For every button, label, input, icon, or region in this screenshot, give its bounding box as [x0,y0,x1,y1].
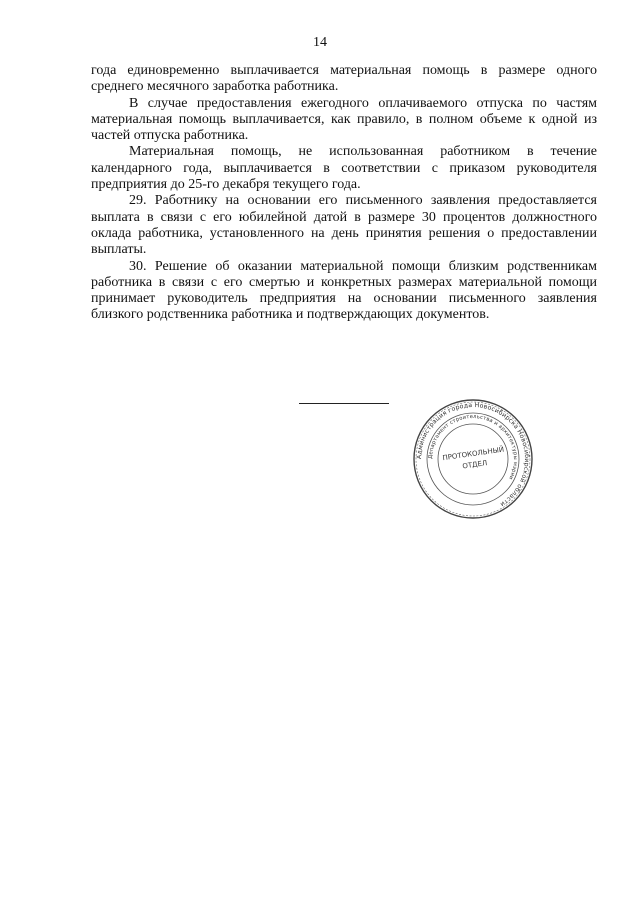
stamp-center-line-2: ОТДЕЛ [461,459,488,471]
paragraph-unused-aid: Материальная помощь, не использованная работником в течение календарного года, выплачивается в соответствии с приказом руководителя предприятия до 25-го декабря текущего года. [91,144,597,193]
paragraph-clause-29: 29. Работнику на основании его письменного заявления предоставляется выплата в связи с его юбилейной датой в размере 30 процентов должностного оклада работника, установленного на день принятия решения о предоставлении выплаты. [91,193,597,258]
signature-line [299,403,389,404]
stamp-outer-text: Администрация города Новосибирска Новосибирской области [415,401,531,508]
stamp-center-line-1: ПРОТОКОЛЬНЫЙ [442,445,505,463]
document-body [91,63,597,324]
paragraph-clause-30: 30. Решение об оказании материальной помощи близким родственникам работника в связи с его смертью и конкретных размерах материальной помощи принимает руководитель предприятия на основании письменного заявления близкого родственника работника и подтверждающих документов. [91,258,597,323]
page-number: 14 [313,35,327,50]
official-stamp [412,398,534,520]
paragraph-partial-leave: В случае предоставления ежегодного оплачиваемого отпуска по частям материальная помощь выплачивается, как правило, в полном объеме к одной из частей отпуска работника. [91,95,597,144]
stamp-inner-text: Департамент строительства и архитектуры мэрии [427,413,519,481]
paragraph-continuation: года единовременно выплачивается материальная помощь в размере одного среднего месячного заработка работника. [91,63,597,95]
